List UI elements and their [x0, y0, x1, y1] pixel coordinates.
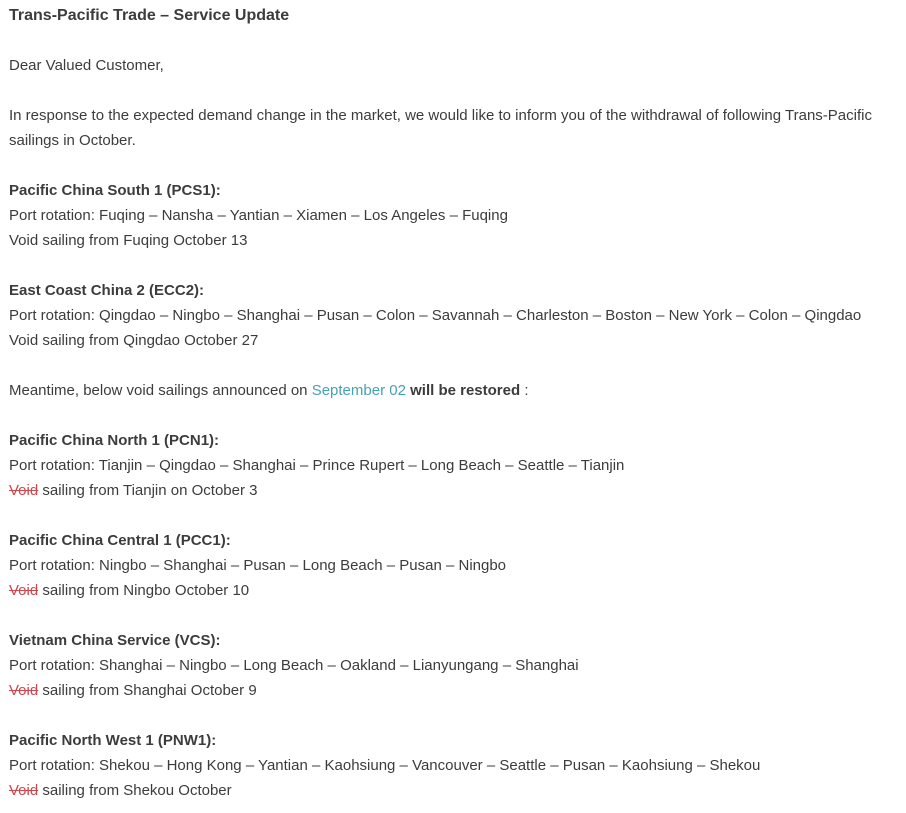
- void-sailing-line: [9, 678, 890, 703]
- page-title: Trans-Pacific Trade – Service Update: [9, 7, 290, 24]
- void-struck-word: Void: [9, 682, 39, 699]
- restore-notice-prefix: Meantime, below void sailings announced on: [9, 382, 308, 399]
- service-block-ecc2: [9, 278, 890, 353]
- restore-notice-colon: :: [524, 382, 529, 399]
- void-sailing-line: [9, 478, 890, 503]
- void-struck-word: Void: [9, 482, 39, 499]
- service-block-pcc1: [9, 528, 890, 603]
- void-sailing-line-clipped: [9, 778, 890, 803]
- service-name: Pacific North West 1 (PNW1):: [9, 732, 217, 749]
- service-name: Pacific China Central 1 (PCC1):: [9, 532, 231, 549]
- restore-notice-line: [9, 378, 890, 403]
- service-block-pcs1: [9, 178, 890, 253]
- greeting: Dear Valued Customer,: [9, 57, 164, 74]
- void-line-rest: sailing from Ningbo October 10: [38, 582, 250, 599]
- void-sailing-line: Void sailing from Qingdao October 27: [9, 332, 259, 349]
- restore-notice-bold: will be restored: [410, 382, 521, 399]
- service-name: Pacific China North 1 (PCN1):: [9, 432, 220, 449]
- service-block-pcn1: [9, 428, 890, 503]
- port-rotation: Port rotation: Fuqing – Nansha – Yantian – Xiamen – Los Angeles – Fuqing: [9, 207, 508, 224]
- void-sailing-line: Void sailing from Fuqing October 13: [9, 232, 248, 249]
- port-rotation: Port rotation: Shekou – Hong Kong – Yantian – Kaohsiung – Vancouver – Seattle – Pusan – Kaohsiung – Shekou: [9, 757, 761, 774]
- service-name: Vietnam China Service (VCS):: [9, 632, 221, 649]
- intro-paragraph: In response to the expected demand change in the market, we would like to inform you of the withdrawal of following Trans-Pacific sailings in October.: [9, 107, 872, 149]
- void-line-rest: sailing from Shekou October: [38, 782, 232, 799]
- service-block-pnw1: [9, 728, 890, 803]
- port-rotation: Port rotation: Qingdao – Ningbo – Shanghai – Pusan – Colon – Savannah – Charleston – Boston – New York – Colon – Qingdao: [9, 307, 862, 324]
- void-line-rest: sailing from Tianjin on October 3: [38, 482, 258, 499]
- port-rotation: Port rotation: Shanghai – Ningbo – Long Beach – Oakland – Lianyungang – Shanghai: [9, 657, 579, 674]
- service-name: Pacific China South 1 (PCS1):: [9, 182, 221, 199]
- void-struck-word: Void: [9, 782, 39, 799]
- void-line-rest: sailing from Shanghai October 9: [38, 682, 257, 699]
- service-block-vcs: [9, 628, 890, 703]
- service-name: East Coast China 2 (ECC2):: [9, 282, 205, 299]
- void-sailing-line: [9, 578, 890, 603]
- void-struck-word: Void: [9, 582, 39, 599]
- port-rotation: Port rotation: Ningbo – Shanghai – Pusan – Long Beach – Pusan – Ningbo: [9, 557, 507, 574]
- september-02-link[interactable]: September 02: [311, 382, 406, 399]
- port-rotation: Port rotation: Tianjin – Qingdao – Shanghai – Prince Rupert – Long Beach – Seattle – Tianjin: [9, 457, 625, 474]
